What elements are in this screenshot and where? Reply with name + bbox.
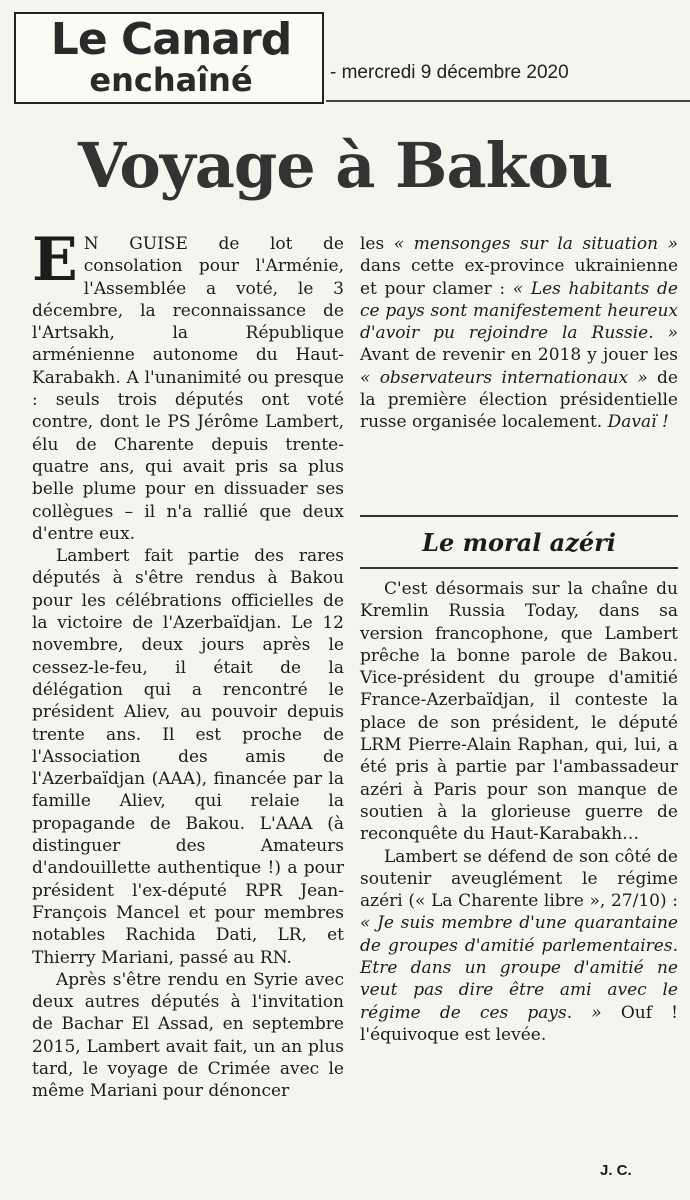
text-run: de la première élection présidentielle russe organisée localement.: [360, 367, 678, 433]
paragraph: [360, 846, 678, 1047]
issue-date: - mercredi 9 décembre 2020: [330, 62, 569, 84]
text-run: dans cette ex-province ukrainienne et pour clamer :: [360, 256, 678, 299]
masthead-title: Le Canard: [50, 14, 292, 65]
right-column-top: [360, 233, 678, 434]
paragraph: [360, 233, 678, 434]
author-signature: J. C.: [600, 1162, 632, 1179]
quote: Davaï !: [607, 412, 669, 433]
section-subhead: Le moral azéri: [360, 515, 678, 569]
article-headline: Voyage à Bakou: [77, 129, 613, 202]
header-rule: [326, 100, 690, 102]
text-run: Lambert se défend de son côté de soutenir aveuglément le régime azéri (« La Charente libre », 27/10) :: [360, 846, 678, 912]
left-column: [32, 225, 344, 1173]
masthead-subtitle: enchaîné: [89, 61, 253, 99]
quote: « Les habitants de ce pays sont manifestement heureux d'avoir pu rejoindre la Russie. »: [360, 278, 678, 344]
quote: « mensonges sur la situation »: [393, 234, 678, 254]
paragraph: [32, 225, 344, 545]
masthead-box: [14, 12, 324, 104]
text-run: Ouf ! l'équivoque est levée.: [360, 1002, 678, 1045]
paragraph: Lambert fait partie des rares députés à s'être rendus à Bakou pour les célébrations officielles de la victoire de l'Azerbaïdjan. Le 12 novembre, deux jours après le cessez-le-feu, il était de la délégation qui a rencontré le président Aliev, au pouvoir depuis trente ans. Il est proche de l'Association des amis de l'Azerbaïdjan (AAA), financée par la famille Aliev, qui relaie la propagande de Bakou. L'AAA (à distinguer des Amateurs d'andouillette authentique !) a pour président l'ex-député RPR Jean-François Mancel et pour membres notables Rachida Dati, LR, et Thierry Mariani, passé au RN.: [32, 546, 344, 968]
quote: « observateurs internationaux »: [360, 367, 648, 388]
drop-cap: E: [32, 225, 78, 295]
text-run: Avant de revenir en 2018 y jouer les: [360, 345, 678, 366]
right-column-bottom: [360, 578, 678, 1046]
paragraph: C'est désormais sur la chaîne du Kremlin Russia Today, dans sa version francophone, que Lambert prêche la bonne parole de Bakou. Vice-président du groupe d'amitié France-Azerbaïdjan, il conteste la place de son président, le député LRM Pierre-Alain Raphan, qui, lui, a été pris à partie par l'ambassadeur azéri à Paris pour son manque de soutien à la glorieuse guerre de reconquête du Haut-Karabakh…: [360, 579, 678, 845]
text-run: les: [360, 234, 394, 254]
paragraph: Après s'être rendu en Syrie avec deux autres députés à l'invitation de Bachar El Assad, en septembre 2015, Lambert avait fait, un an plus tard, le voyage de Crimée avec le même Mariani pour dénoncer: [32, 969, 344, 1102]
quote: « Je suis membre d'une quarantaine de groupes d'amitié parlementaires. Etre dans un groupe d'amitié ne veut pas dire être ami avec le régime de ces pays. »: [360, 913, 678, 1023]
paragraph-text: N GUISE de lot de consolation pour l'Arménie, l'Assemblée a voté, le 3 décembre, la reconnaissance de l'Artsakh, la République arménienne autonome du Haut-Karabakh. A l'unanimité ou presque : seuls trois députés ont voté contre, dont le PS Jérôme Lambert, élu de Charente depuis trente-quatre ans, qui avait pris sa plus belle plume pour en dissuader ses collègues – il n'a rallié que deux d'entre eux.: [32, 234, 344, 544]
